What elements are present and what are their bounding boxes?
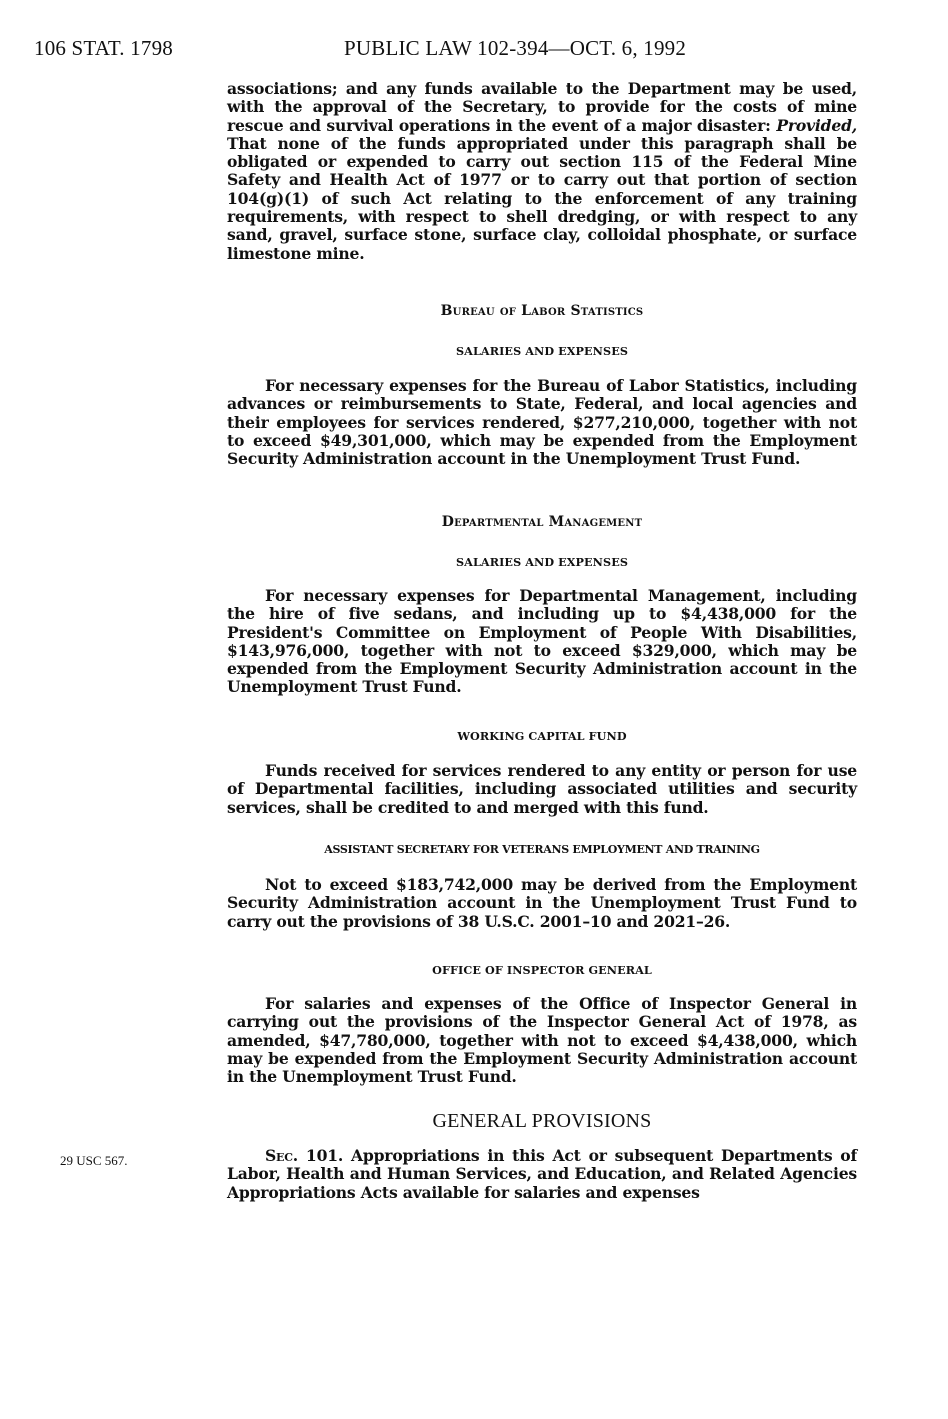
intro-text-end: That none of the funds appropriated under this paragraph shall be obligated or expended to carry out section 115 of the Federal Mine Safety and Health Act of 1977 or to carry out that portion of section 104(g)(1) of such Act relating to the enforcement of any training requirements, with respect to shell dredging, or with respect to any sand, gravel, surface stone, surface clay, colloidal phosphate, or surface limestone mine. bbox=[227, 133, 857, 263]
dm-heading: Departmental Management bbox=[441, 514, 643, 530]
oig-paragraph bbox=[227, 995, 857, 1086]
sec-101-paragraph bbox=[227, 1147, 857, 1202]
intro-paragraph bbox=[227, 80, 857, 263]
dm-paragraph-text: For necessary expenses for Departmental Management, including the hire of five sedans, and including up to $4,438,000 for the President's Committee on Employment of People With Disabilities, $143,976,000, together with not to exceed $329,000, which may be expended from the Employment Security Administration account in the Unemployment Trust Fund. bbox=[227, 586, 857, 697]
vets-subheading: ASSISTANT SECRETARY FOR VETERANS EMPLOYMENT AND TRAINING bbox=[324, 843, 760, 856]
bls-subheading: SALARIES AND EXPENSES bbox=[456, 344, 628, 358]
running-title: PUBLIC LAW 102-394—OCT. 6, 1992 bbox=[344, 36, 687, 60]
oig-paragraph-text: For salaries and expenses of the Office of Inspector General in carrying out the provisions of the Inspector General Act of 1978, as amended, $47,780,000, together with not to exceed $4,438,000, which may be expended from the Employment Security Administration account in the Unemployment Trust Fund. bbox=[227, 994, 857, 1087]
intro-proviso: Provided, bbox=[776, 115, 857, 135]
wcf-subheading: WORKING CAPITAL FUND bbox=[457, 729, 627, 743]
vets-paragraph bbox=[227, 876, 857, 931]
vets-paragraph-text: Not to exceed $183,742,000 may be derived from the Employment Security Administration account in the Unemployment Trust Fund to carry out the provisions of 38 U.S.C. 2001–10 and 2021–26. bbox=[227, 875, 857, 931]
oig-subheading: OFFICE OF INSPECTOR GENERAL bbox=[432, 963, 652, 977]
sec-101-text: Appropriations in this Act or subsequent Departments of Labor, Health and Human Services, and Education, and Related Agencies Appropriations Acts available for salaries and expenses bbox=[227, 1146, 857, 1202]
wcf-paragraph-text: Funds received for services rendered to any entity or person for use of Departmental facilities, including associated utilities and security services, shall be credited to and merged with this fund. bbox=[227, 761, 857, 817]
bls-paragraph-text: For necessary expenses for the Bureau of Labor Statistics, including advances or reimbursements to State, Federal, and local agencies and their employees for services rendered, $277,210,000, together with not to exceed $49,301,000, which may be expended from the Employment Security Administration account in the Unemployment Trust Fund. bbox=[227, 376, 857, 469]
page-number: 106 STAT. 1798 bbox=[34, 36, 173, 60]
dm-paragraph bbox=[227, 587, 857, 697]
page-header bbox=[34, 36, 914, 66]
general-provisions-heading: GENERAL PROVISIONS bbox=[432, 1110, 652, 1132]
margin-citation: 29 USC 567. bbox=[60, 1153, 128, 1168]
bls-heading: Bureau of Labor Statistics bbox=[440, 303, 644, 319]
intro-text-start: associations; and any funds available to the Department may be used, with the approval of the Secretary, to provide for the costs of mine rescue and survival operations in the event of a major disaster: bbox=[227, 79, 857, 135]
sec-101-label: Sec. 101. bbox=[265, 1146, 344, 1165]
dm-subheading: SALARIES AND EXPENSES bbox=[456, 555, 628, 569]
bls-paragraph bbox=[227, 377, 857, 468]
wcf-paragraph bbox=[227, 762, 857, 817]
